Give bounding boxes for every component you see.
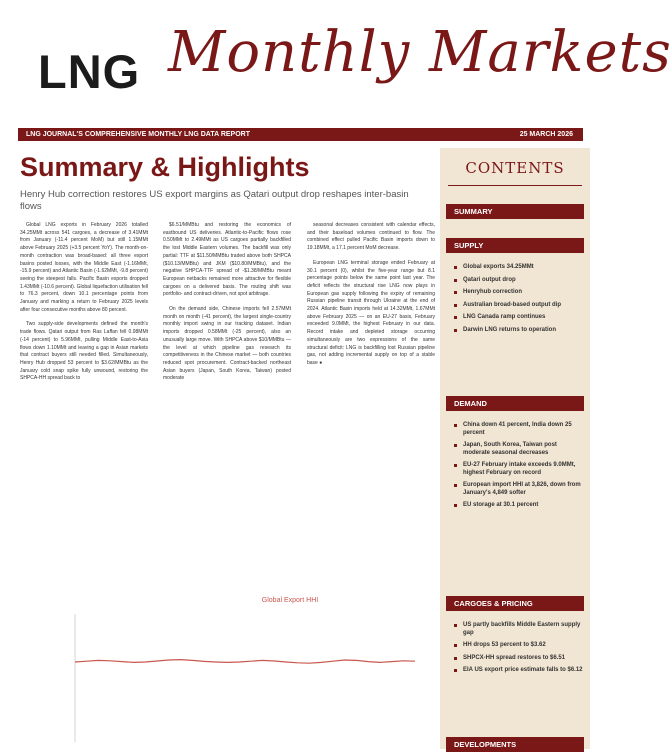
section-cargoes-pricing[interactable]: CARGOES & PRICING: [446, 596, 584, 611]
toc-item[interactable]: US partly backfills Middle Eastern supply gap: [454, 622, 584, 637]
article-column-1: [20, 222, 148, 390]
toc-item[interactable]: Japan, South Korea, Taiwan post moderate seasonal decreases: [454, 442, 584, 457]
toc-item[interactable]: SHPCX-HH spread restores to $6.51: [454, 655, 584, 663]
toc-item[interactable]: EIA US export price estimate falls to $6.12: [454, 667, 584, 675]
section-summary[interactable]: SUMMARY: [446, 204, 584, 219]
toc-item[interactable]: Qatari output drop: [454, 277, 584, 285]
contents-divider: [448, 185, 582, 186]
article-column-3: [307, 222, 435, 375]
chart-svg: [20, 592, 435, 749]
hhi-chart: [20, 592, 435, 749]
toc-item[interactable]: LNG Canada ramp continues: [454, 314, 584, 322]
contents-sidebar: [440, 148, 590, 749]
report-date: 25 MARCH 2026: [519, 131, 573, 138]
toc-item[interactable]: Global exports 34.25MMt: [454, 264, 584, 272]
section-demand[interactable]: DEMAND: [446, 396, 584, 411]
section-developments[interactable]: DEVELOPMENTS: [446, 737, 584, 752]
report-banner: [18, 128, 583, 141]
page-subtitle: Henry Hub correction restores US export margins as Qatari output drop reshapes inter-basin flows: [20, 189, 409, 212]
paragraph: On the demand side, Chinese imports fell 2.57MMt month on month (-41 percent), the largest single-country monthly import swing in our tracking dataset. Indian imports dropped 0.58MMt (-25 percent), also an unusually large move. With SHPCA above $10/MMBtu — the level at which pipeline gas research its competitiveness in the Chinese market — both countries reduced spot procurement. Contract-backed northeast Asian buyers (Japan, South Korea, Taiwan) posted moderate: [163, 306, 291, 382]
contents-title: CONTENTS: [465, 159, 565, 177]
toc-item[interactable]: EU storage at 30.1 percent: [454, 502, 584, 510]
paragraph: Two supply-side developments defined the month's trade flows. Qatari output from Ras Laffan fell 0.98MMt (-14 percent) to 5.96MMt, pulling Middle East-to-Asia flows down 1.10MMt and leaving a gap in Asian markets that contract buyers still needed filled. Simultaneously, Henry Hub dropped 53 percent to $3.62/MMBtu as the January cold snap spike fully unwound, restoring the SHPCA-HH spread back to: [20, 321, 148, 382]
masthead: [0, 0, 672, 128]
cargoes-list: [454, 622, 584, 680]
toc-item[interactable]: Darwin LNG returns to operation: [454, 327, 584, 335]
paragraph: Global LNG exports in February 2026 totalled 34.25MMt across 541 cargoes, a decrease of 3.41MMt from January (-11.4 percent MoM) but still 1.15MMt above February 2025 (+3.5 percent YoY). The month-on-month contraction was broad-based: all three export basins posted losses, with the Middle East (-1.16MMt, -15.9 percent) and Atlantic Basin (-1.62MMt, -9.8 percent) seeing the steepest falls. Pacific Basin exports dropped 1.43MMt (-10.6 percent). Global liquefaction utilisation fell to 76.3 percent, down 10.1 percentage points from January and marking a return to February 2025 levels after four consecutive months above 80 percent.: [20, 222, 148, 313]
lng-logo: LNG: [38, 45, 141, 98]
toc-item[interactable]: Henryhub correction: [454, 289, 584, 297]
paragraph: European LNG terminal storage ended February at 30.1 percent (0), whilst the five-year range but 8.1 percentage points below the same point last year. The deficit reflects the structural rise LNG now plays in European gas supply following the expiry of remaining Russian pipeline transit through Ukraine at the end of 2024. Atlantic Basin imports held at 14.32MMt, 1.67MMt above February 2025 — on an EU-27 basis, February exceeded 9.0MMt, the highest February in our data. Record intake and depleted storage occurring simultaneously are two expressions of the same structural deficit: LNG is backfilling lost Russian pipeline gas, not adding incremental supply on top of a stable base ●: [307, 259, 435, 366]
toc-item[interactable]: European import HHI at 3,826, down from January's 4,849 softer: [454, 482, 584, 497]
demand-list: [454, 422, 584, 515]
series-line: [75, 660, 415, 664]
toc-item[interactable]: HH drops 53 percent to $3.62: [454, 642, 584, 650]
paragraph: seasonal decreases consistent with calendar effects, and their baseload volumes continued to flow. The combined effect pulled Pacific Basin imports down to 19.18MMt, a 17.1 percent MoM decrease.: [307, 222, 435, 252]
article-column-2: [163, 222, 291, 390]
toc-item[interactable]: China down 41 percent, India down 25 percent: [454, 422, 584, 437]
article-body: [20, 222, 435, 582]
paragraph: $6.51/MMBtu and restoring the economics of eastbound US deliveries. Atlantic-to-Pacific flows rose 0.50MMt to 2.49MMt as US cargoes partially backfilled the lost Middle Eastern volumes. The backfill was only partial: TTF at $11.50/MMBtu traded above both SHPCA ($10.13/MMBtu) and JKM ($10.80/MMBtu), and the negative SHPCA-TTF spread of -$1.38/MMBtu meant European netbacks remained more attractive for flexible cargoes on a delivered basis. The routing shift was portfolio- and contract-driven, not spot arbitrage.: [163, 222, 291, 298]
toc-item[interactable]: Australian broad-based output dip: [454, 302, 584, 310]
report-tagline: LNG JOURNAL'S COMPREHENSIVE MONTHLY LNG DATA REPORT: [26, 131, 250, 138]
supply-list: [454, 264, 584, 339]
chart-title: Global Export HHI: [261, 597, 319, 604]
section-supply[interactable]: SUPPLY: [446, 238, 584, 253]
page-title: Summary & Highlights: [20, 152, 310, 182]
toc-item[interactable]: EU-27 February intake exceeds 9.0MMt, highest February on record: [454, 462, 584, 477]
newsletter-title: Monthly Markets: [168, 20, 672, 85]
